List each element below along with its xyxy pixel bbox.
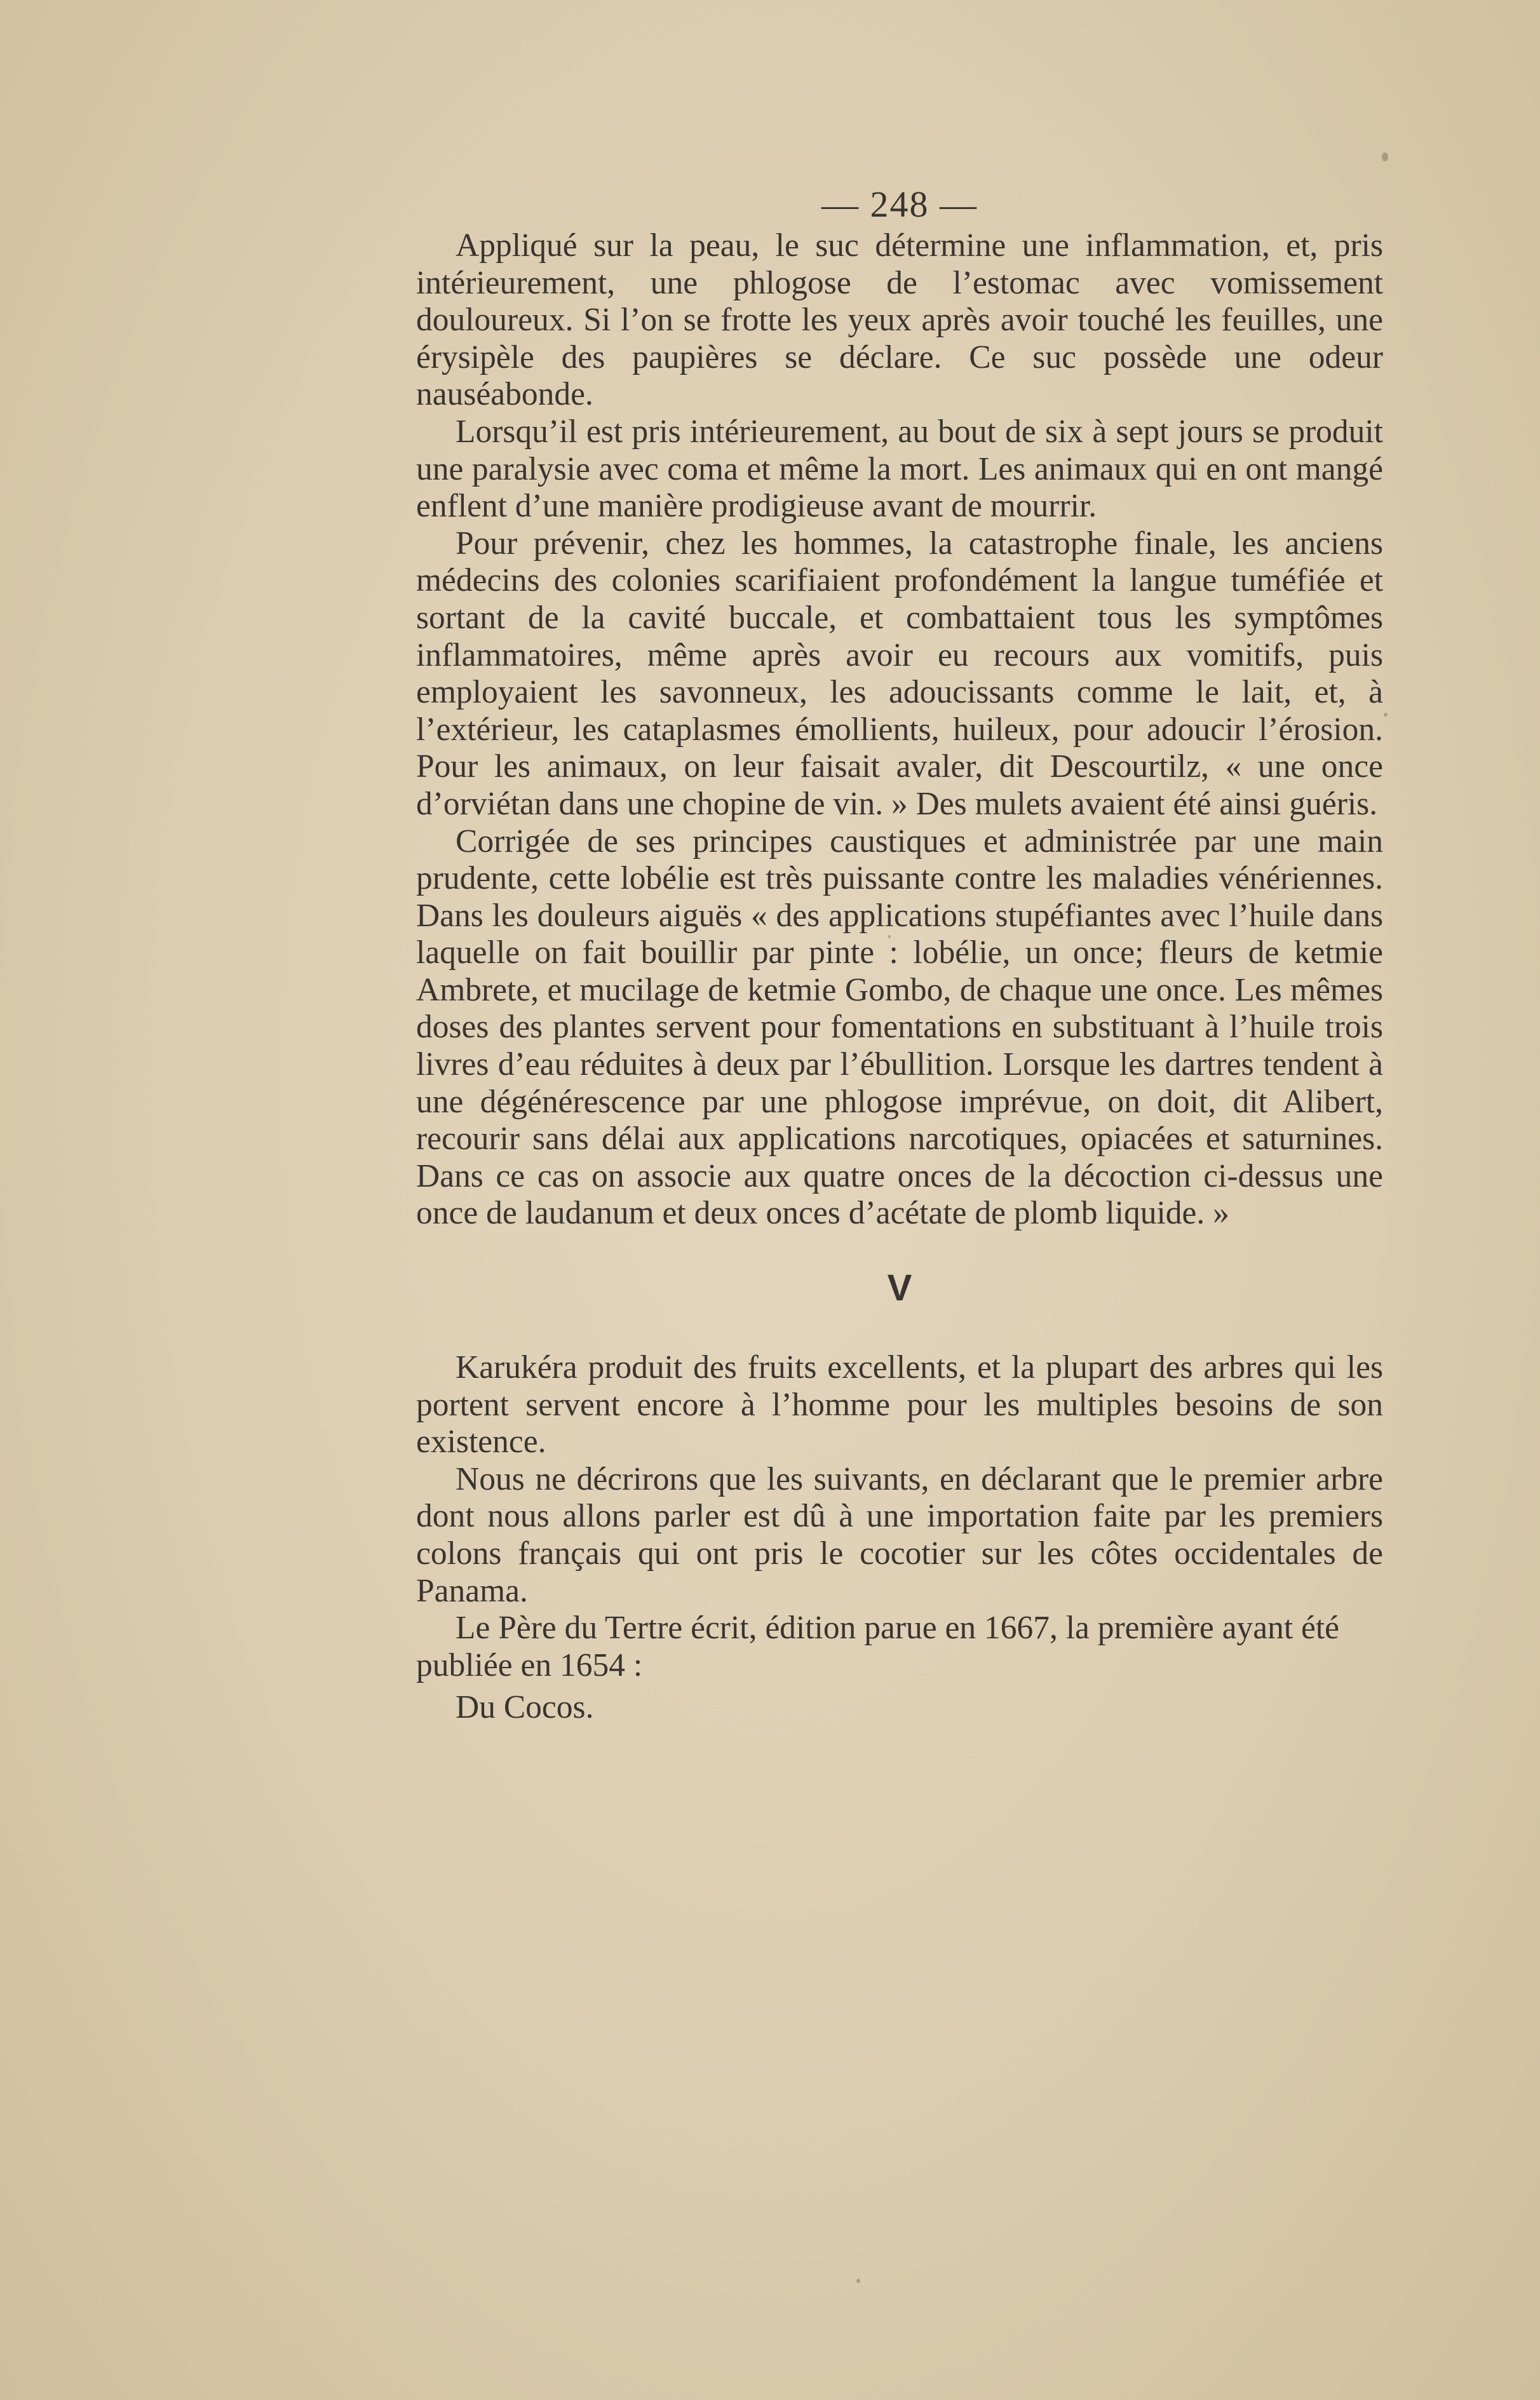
paragraph: Le Père du Tertre écrit, édition parue en 1667, la première ayant été publiée en 1654 : <box>416 1610 1340 1683</box>
paper-speck <box>1382 152 1388 161</box>
paragraph: Lorsqu’il est pris intérieurement, au bout de six à sept jours se produit une paralysie avec coma et même la mort. Les animaux qui en ont mangé enflent d’une manière prodigieuse avant de mourrir. <box>416 413 1383 525</box>
page-text <box>416 184 1383 1727</box>
paper-speck <box>1384 713 1388 717</box>
section-title: V <box>887 1267 912 1309</box>
paragraph: Corrigée de ses principes caustiques et administrée par une main prudente, cette lobélie est très puissante contre les maladies vénériennes. Dans les douleurs aiguës « des applications stupéfiantes avec l’huile dans laquelle on fait bouillir par pinte : lobélie, un once; fleurs de ketmie Ambrete, et mucilage de ketmie Gombo, de chaque une once. Les mêmes doses des plantes servent pour fomentations en substituant à l’huile trois livres d’eau réduites à deux par l’ébullition. Lorsque les dartres tendent à une dégénérescence par une phlogose imprévue, on doit, dit Alibert, recourir sans délai aux applications narcotiques, opiacées et saturnines. Dans ce cas on associe aux quatre onces de la décoction ci-dessus une once de laudanum et deux onces d’acétate de plomb liquide. » <box>416 823 1383 1232</box>
subheading-cocos: Du Cocos. <box>456 1689 594 1726</box>
paragraph: Pour prévenir, chez les hommes, la catastrophe finale, les anciens médecins des colonies scarifiaient profondément la langue tuméfiée et sortant de la cavité buccale, et combattaient tous les symptômes inflammatoires, même après avoir eu recours aux vomitifs, puis employaient les savonneux, les adoucissants comme le lait, et, à l’extérieur, les cataplasmes émollients, huileux, pour adoucir l’érosion. Pour les animaux, on leur faisait avaler, dit Descourtilz, « une once d’orviétan dans une chopine de vin. » Des mulets avaient été ainsi guéris. <box>416 525 1383 822</box>
paper-speck <box>856 2279 860 2283</box>
paragraph: Appliqué sur la peau, le suc détermine une inflammation, et, pris intérieurement, une phlogose de l’estomac avec vomissement douloureux. Si l’on se frotte les yeux après avoir touché les feuilles, une érysipèle des paupières se déclare. Ce suc possède une odeur nauséabonde. <box>416 227 1383 413</box>
page-number: — 248 — <box>821 184 978 225</box>
paragraph: Nous ne décrirons que les suivants, en déclarant que le premier arbre dont nous allons parler est dû à une importation faite par les premiers colons français qui ont pris le cocotier sur les côtes occidentales de Panama. <box>416 1460 1383 1609</box>
paragraph: Karukéra produit des fruits excellents, et la plupart des arbres qui les portent servent encore à l’homme pour les multiples besoins de son existence. <box>416 1349 1383 1460</box>
